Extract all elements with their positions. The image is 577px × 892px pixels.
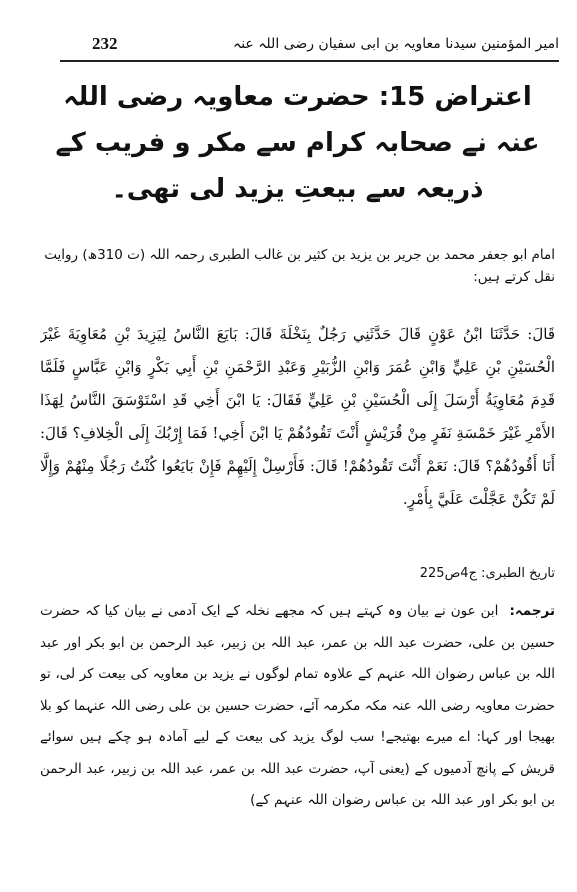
running-title: امیر المؤمنین سیدنا معاویہ بن ابی سفیان رضی اللہ عنہ (232, 36, 559, 52)
translation-text: ابن عون نے بیان وہ کہتے ہیں کہ مجھے نخلہ کے ایک آدمی نے بیان کیا کہ حضرت حسین بن علی، حضرت عبد اللہ بن عمر، عبد اللہ بن زبیر، عبد الرحمن بن ابو بکر اور عبد اللہ بن عباس رضوان اللہ عنہم کے علاوہ تمام لوگوں نے یزید بن معاویہ کی بیعت کر لی، تو حضرت معاویہ رضی اللہ عنہ مکہ مکرمہ آئے، حضرت حسین بن علی رضی اللہ عنہما کو بلا بھیجا اور کہا: اے میرے بھتیجے! سب لوگ یزید کی بیعت کے لیے آمادہ ہو چکے ہیں سوائے قریش کے پانچ آدمیوں کے (یعنی آپ، حضرت عبد اللہ بن عمر، عبد اللہ بن زبیر، عبد الرحمن بن ابو بکر اور عبد اللہ بن عباس رضوان اللہ عنہم کے) (40, 603, 555, 808)
narration-chain: امام ابو جعفر محمد بن جریر بن یزید بن کثیر بن غالب الطبری رحمہ اللہ (ت 310ھ) روایت نقل کرتے ہیں: (44, 247, 555, 285)
arabic-narration: قَالَ: حَدَّثَنَا ابْنُ عَوْنٍ قَالَ حَدَّثَنِي رَجُلٌ بِنَخْلَةَ قَالَ: بَايَعَ النَّاسُ لِيَزِيدَ بْنِ مُعَاوِيَةَ غَيْرَ الْحُسَيْنِ بْنِ عَلِيٍّ وَابْنِ عُمَرَ وَابْنِ الزُّبَيْرِ وَعَبْدِ الرَّحْمَنِ بْنِ أَبِي بَكْرٍ وَابْنِ عَبَّاسٍ فَلَمَّا قَدِمَ مُعَاوِيَةُ أَرْسَلَ إِلَى الْحُسَيْنِ بْنِ عَلِيٍّ فَقَالَ: يَا ابْنَ أَخِي قَدِ اسْتَوْسَقَ النَّاسُ لِهَذَا الأَمْرِ غَيْرَ خَمْسَةِ نَفَرٍ مِنْ قُرَيْشٍ أَنْتَ تَقُودُهُمْ يَا ابْنَ أَخِي! فَمَا إِرْبُكَ إِلَى الْخِلافِ؟ قَالَ: أَنَا أَقُودُهُمْ؟ قَالَ: نَعَمْ أَنْتَ تَقُودُهُمْ! قَالَ: فَأَرْسِلْ إِلَيْهِمْ فَإِنْ بَايَعُوا كُنْتُ رَجُلًا مِنْهُمْ وَإِلَّا لَمْ تَكُنْ عَجَّلْتَ عَلَيَّ بِأَمْرٍ. (40, 325, 555, 508)
page-number: 232 (92, 34, 118, 53)
source-reference: تاریخ الطبری: ج4ص225 (419, 566, 555, 581)
page-header (60, 34, 559, 62)
translation-label: ترجمہ: (509, 603, 555, 619)
translation-paragraph (40, 596, 555, 880)
objection-heading: اعتراض 15: حضرت معاویہ رضی اللہ عنہ نے صحابہ کرام سے مکر و فریب کے ذریعہ سے بیعتِ یزید لی تھی۔ (55, 82, 540, 204)
